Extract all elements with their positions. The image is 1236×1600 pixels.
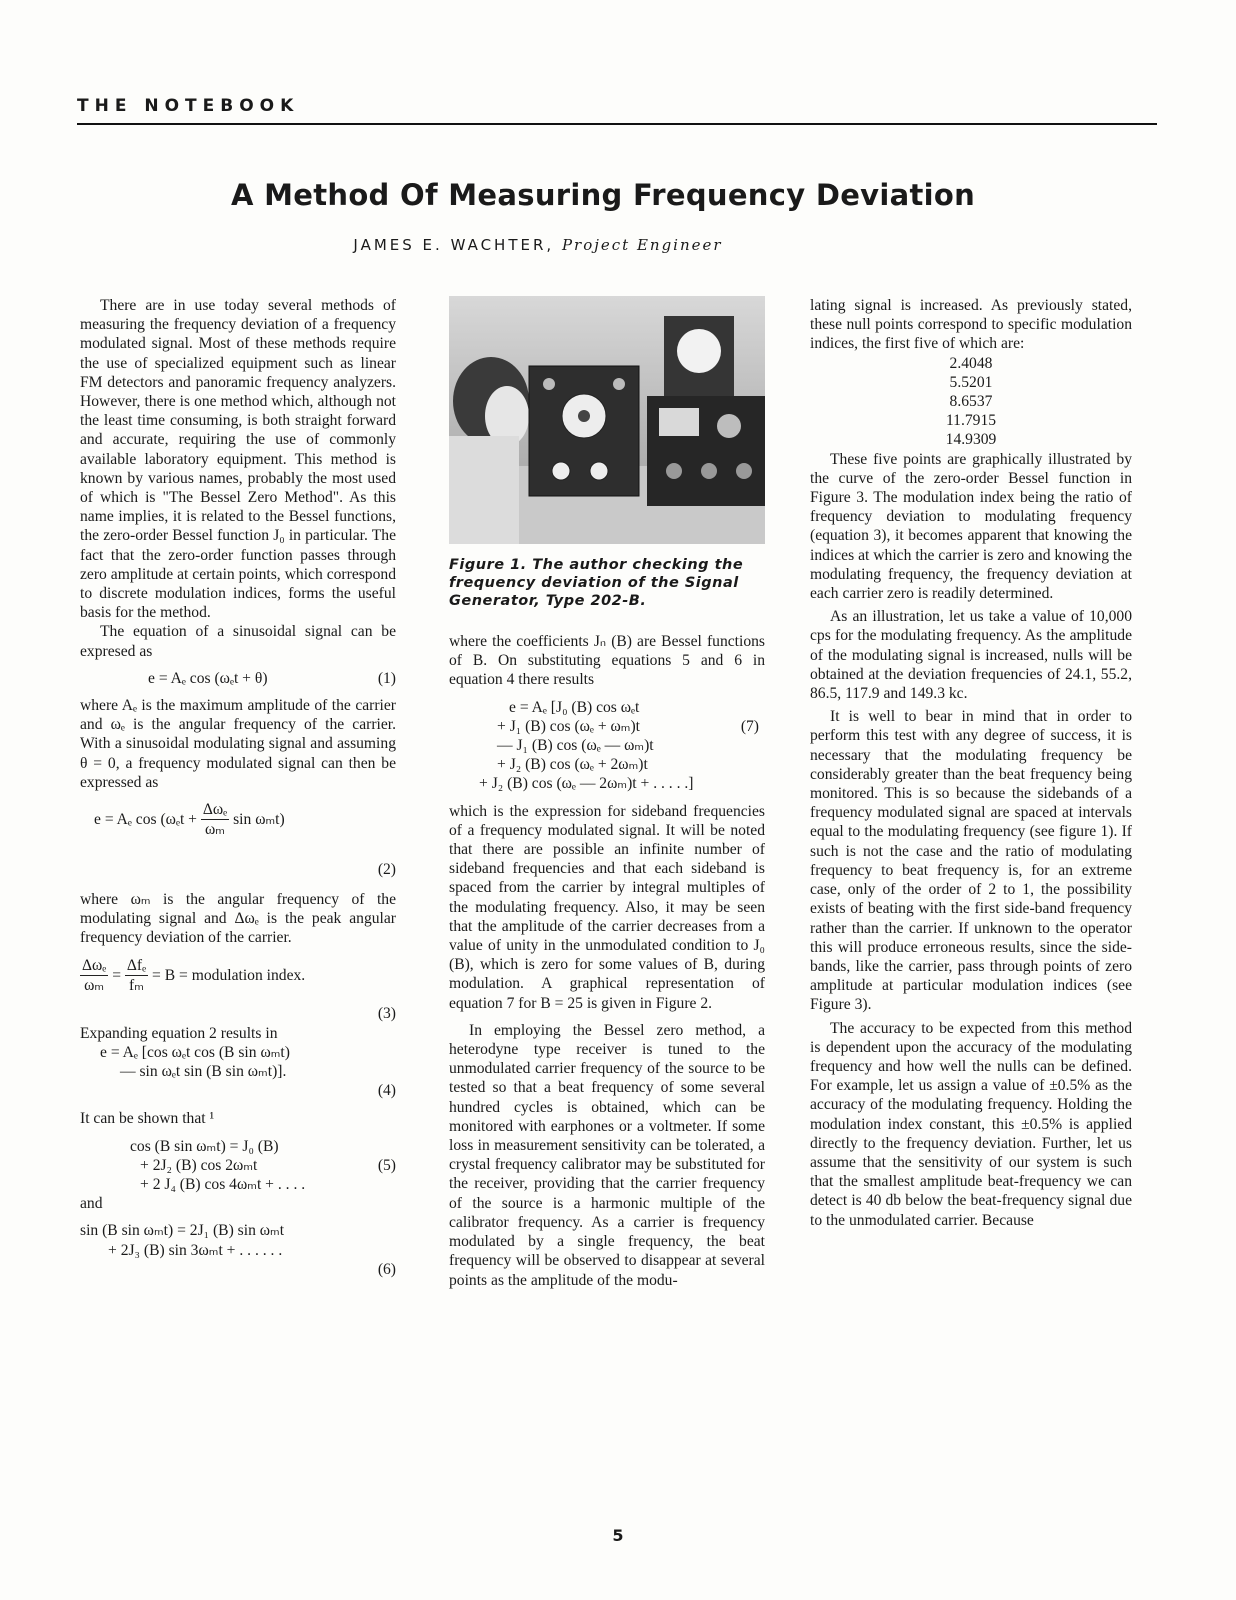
column-2 — [449, 296, 765, 1290]
bessel-zero-list — [810, 354, 1132, 450]
paragraph: In employing the Bessel zero method, a heterodyne type receiver is tuned to the unmodulated carrier frequency of the source to be tested so that a beat frequency of some several hundred cycles is obtained, which can be monitored with earphones or a voltmeter. If some loss in measurement sensitivity can be tolerated, a crystal frequency calibrator may be substituted for the receiver, providing that the carrier frequency of the source is a harmonic multiple of the calibrator frequency. As a carrier is frequency modulated by a single frequency, the beat frequency will be observed to disappear at several points as the amplitude of the modu- — [449, 1021, 765, 1289]
byline — [0, 236, 1076, 254]
paragraph: where the coefficients Jₙ (B) are Bessel functions of B. On substituting equations 5 and 6 in equation 4 there results — [449, 633, 765, 689]
paragraph: As an illustration, let us take a value of 10,000 cps for the modulating frequency. As the amplitude of the modulating signal is increased, nulls will be obtained at the deviation frequencies of 24.1, 55.2, 86.5, 117.9 and 149.3 kc. — [810, 608, 1132, 703]
equation-5: cos (B sin ωₘt) = J₀ (B) + 2J₂ (B) cos 2ωₘt + 2 J₄ (B) cos 4ωₘt + . . . . (5) — [130, 1137, 396, 1193]
paragraph: The accuracy to be expected from this method is dependent upon the accuracy of the modulating frequency and how well the nulls can be defined. For example, let us assign a value of ±0.5% as the accuracy of the modulating frequency. Holding the modulation index constant, this ±0.5% is applied directly to the frequency deviation. Further, let us assume that the sensitivity of our system is such that the smallest amplitude beat-frequency we can detect is 40 db below the beat-frequency signal due to the unmodulated carrier. Because — [810, 1019, 1132, 1229]
paragraph: lating signal is increased. As previously stated, these null points correspond to specific modulation indices, the first five of which are: — [810, 297, 1132, 353]
figure-1-photo — [449, 296, 765, 544]
paragraph: and — [80, 1195, 103, 1213]
article-title: A Method Of Measuring Frequency Deviation — [230, 178, 976, 212]
author-name: JAMES E. WACHTER, — [353, 236, 555, 254]
running-header: THE NOTEBOOK — [77, 96, 300, 116]
paragraph: where ωₘ is the angular frequency of the modulating signal and Δωₑ is the peak angular frequency deviation of the carrier. — [80, 891, 396, 947]
equation-6: sin (B sin ωₘt) = 2J₁ (B) sin ωₘt + 2J₃ (B) sin 3ωₘt + . . . . . . — [80, 1222, 285, 1259]
paragraph: which is the expression for sideband frequencies of a frequency modulated signal. It will be noted that there are possible an infinite number of sideband frequencies and that each sideband is spaced from the carrier by integral multiples of the modulating frequency. Also, it may be seen that the amplitude of the carrier decreases from a value of unity in the unmodulated condition to J₀ (B), which is zero for some values of B, during modulation. A graphical representation of equation 7 for B = 25 is given in Figure 2. — [449, 802, 765, 1012]
paragraph: Expanding equation 2 results in — [80, 1024, 278, 1042]
equation-7: e = Aₑ [J₀ (B) cos ωₑt + J₁ (B) cos (ωₑ + ωₘ)t — J₁ (B) cos (ωₑ — ωₘ)t + J₂ (B) cos (ωₑ + 2ωₘ)t + J₂ (B) cos (ωₑ — 2ωₘ)t + . . . . .] (7) — [479, 698, 759, 793]
author-role: Project Engineer — [561, 236, 723, 254]
list-item: 8.6537 — [949, 393, 993, 411]
equation-3: $\frac{\text{Δωₑ}}{\text{ωₘ}}$ = $\frac{\text{Δfₑ}}{\text{fₘ}}$ = B = modulation index. — [82, 956, 306, 994]
equation-4: e = Aₑ [cos ωₑt cos (B sin ωₘt) — sin ωₑt sin (B sin ωₘt)]. — [100, 1043, 290, 1081]
paragraph: where Aₑ is the maximum amplitude of the carrier and ωₑ is the angular frequency of the carrier. With a sinusoidal modulating signal and assuming θ = 0, a frequency modulated signal can then be expressed as — [80, 697, 396, 791]
equation-2: e = Aₑ cos (ωₑt + $\frac{\text{Δωₑ}}{\text{ωₘ}}$ sin ωₘt) — [94, 801, 285, 839]
paragraph: It can be shown that ¹ — [80, 1110, 215, 1128]
paragraph: It is well to bear in mind that in order to perform this test with any degree of success, it is necessary that the modulating frequency be considerably greater than the beat frequency being monitored. This is so because the sidebands of a frequency modulated signal are spaced at intervals equal to the modulating frequency (see figure 1). If such is not the case and the ratio of modulating frequency to beat frequency is, for an extreme case, only of the order of 2 to 1, the possibility exists of beating with the first side-band frequency rather than the carrier. If unknown to the operator this will produce erroneous results, since the side-bands, like the carrier, pass through points of zero amplitude at particular modulation indices (see Figure 3). — [810, 708, 1132, 1014]
paragraph: The equation of a sinusoidal signal can be expresed as — [80, 623, 396, 660]
column-3 — [810, 296, 1132, 1230]
list-item: 5.5201 — [949, 373, 993, 391]
list-item: 2.4048 — [949, 354, 993, 372]
header-rule — [77, 123, 1157, 125]
figure-1-caption: Figure 1. The author checking the frequency deviation of the Signal Generator, Type 202-B. — [449, 557, 744, 609]
list-item: 11.7915 — [945, 412, 997, 430]
page-number: 5 — [612, 1526, 624, 1545]
paragraph: These five points are graphically illustrated by the curve of the zero-order Bessel function in Figure 3. The modulation index being the ratio of frequency deviation to modulating frequency (equation 3), it becomes apparent that knowing the indices at which the carrier is zero and knowing the modulating frequency, the frequency deviation at each carrier zero is readily determined. — [810, 450, 1132, 603]
equation-1: e = Aₑ cos (ωₑt + θ) (1) — [148, 669, 396, 687]
column-1: There are in use today several methods of measuring the frequency deviation of a frequency modulated signal. Most of these methods require the use of specialized equipment such as linear FM detectors and panoramic frequency analyzers. However, there is one method which, although not the least time consuming, is both straight forward and accurate, requiring the use of commonly available laboratory equipment. This method is known by various names, probably the most used of which is "The Bessel Zero Method". As this name implies, it is related to the Bessel functions, the zero-order Bessel function J₀ in particular. The fact that the zero-order function passes through zero amplitude at certain points, which correspond to discrete modulation indices, forms the useful basis for the method. The equation of a sinusoidal signal can be expresed as e = Aₑ cos (ωₑt + θ) (1) where Aₑ is the maximum amplitude of the carrier and ωₑ is the angular frequency of the carrier. With a sinusoidal modulating signal and assuming θ = 0, a frequency modulated signal can then be expressed as e = Aₑ cos (ωₑt + $\frac{\text{Δωₑ}}{\text{ωₘ}}$ sin ωₘt) (2) where ωₘ is the angular frequency of the modulating signal and Δωₑ is the peak angular frequency deviation of the carrier. $\frac{\text{Δωₑ}}{\text{ωₘ}}$ = $\frac{\text{Δfₑ}}{\text{fₘ}}$ = B = modulation index. (3) Expanding equation 2 results in e = Aₑ [cos ωₑt cos (B sin ωₘt) — sin ωₑt sin (B sin ωₘt)]. (4) It can be shown that ¹ cos (B sin ωₘt) = J₀ (B) + 2J₂ (B) cos 2ωₘt + 2 J₄ (B) cos 4ωₘt + . . . . (5) and sin (B sin ωₘt) = 2J₁ (B) sin ωₘt + 2J₃ (B) sin 3ωₘt + . . . . . . (6) — [80, 297, 396, 1278]
photo-illustration — [449, 296, 765, 544]
paragraph: There are in use today several methods of measuring the frequency deviation of a frequency modulated signal. Most of these methods require the use of specialized equipment such as linear FM detectors and panoramic frequency analyzers. However, there is one method which, although not the least time consuming, is both straight forward and accurate, requiring the use of commonly available laboratory equipment. This method is known by various names, probably the most used of which is "The Bessel Zero Method". As this name implies, it is related to the Bessel functions, the zero-order Bessel function J₀ in particular. The fact that the zero-order function passes through zero amplitude at certain points, which correspond to discrete modulation indices, forms the useful basis for the method. — [80, 297, 396, 622]
list-item: 14.9309 — [945, 431, 997, 449]
